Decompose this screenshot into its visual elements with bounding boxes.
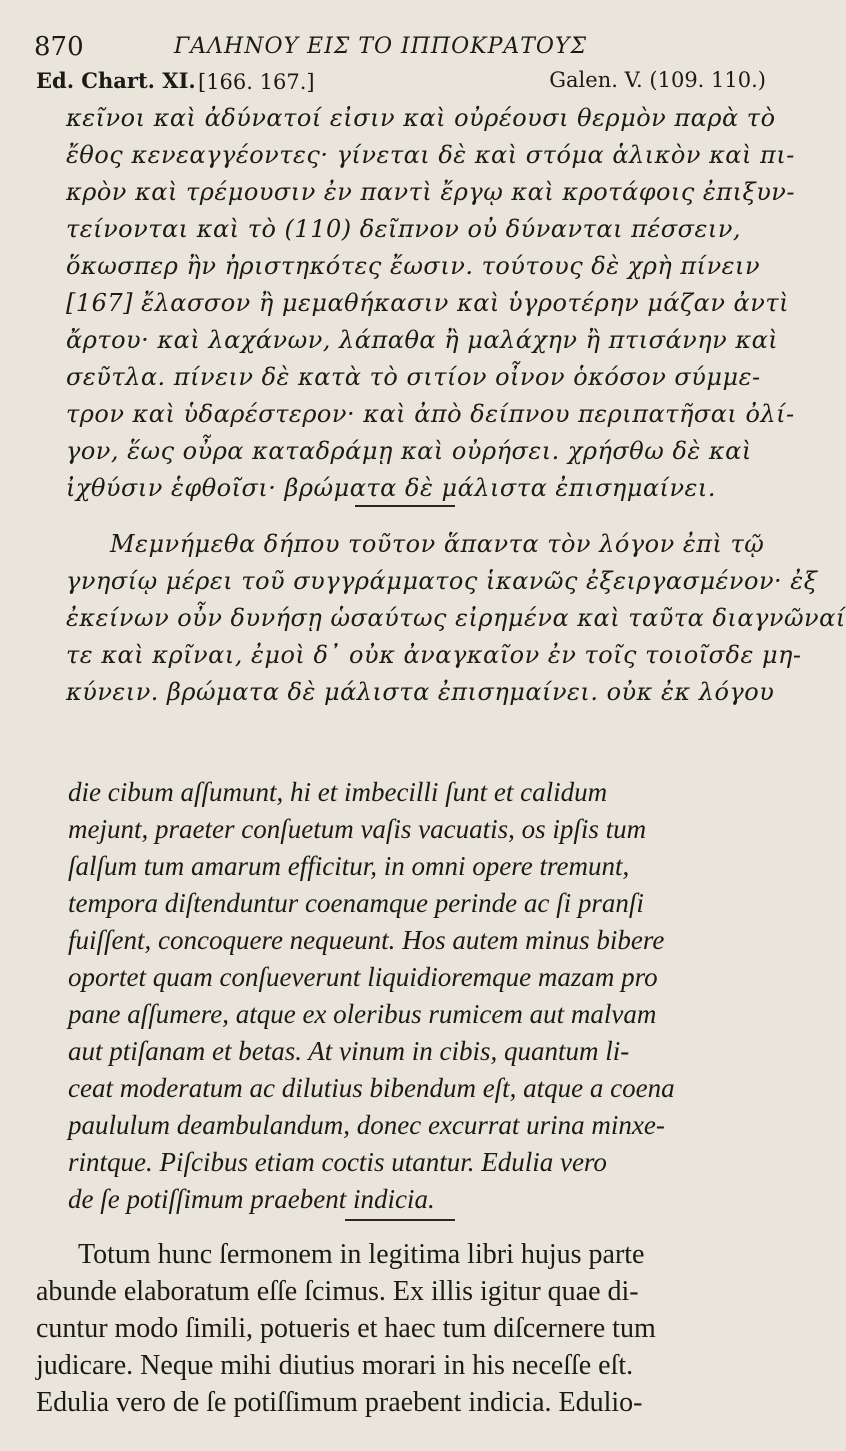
text-line: κρὸν καὶ τρέμουσιν ἐν παντὶ ἔργῳ καὶ κροτάφοις ἐπιξυν- <box>66 178 795 206</box>
text-line: abunde elaboratum eſſe ſcimus. Ex illis igitur quae di- <box>36 1276 639 1307</box>
page-number: 870 <box>34 32 84 62</box>
section-divider <box>355 505 455 507</box>
text-line: Totum hunc ſermonem in legitima libri hujus parte <box>78 1239 645 1270</box>
text-line: [167] ἔλασσον ἢ μεμαθήκασιν καὶ ὑγροτέρην μάζαν ἀντὶ <box>66 289 790 317</box>
bracket-page-reference: [166. 167.] <box>198 70 315 94</box>
text-line: τρον καὶ ὑδαρέστερον· καὶ ἀπὸ δείπνου περιπατῆσαι ὀλί- <box>66 400 795 428</box>
latin-paragraph-1 <box>68 774 766 1218</box>
text-line: pane aſſumere, atque ex oleribus rumicem aut malvam <box>68 999 657 1029</box>
greek-paragraph-1 <box>66 100 795 507</box>
edition-reference: Ed. Chart. XI. <box>36 68 196 93</box>
text-line: judicare. Neque mihi diutius morari in his neceſſe eſt. <box>36 1350 634 1381</box>
greek-paragraph-2 <box>66 526 846 711</box>
text-line: cuntur modo ſimili, potueris et haec tum diſcernere tum <box>36 1313 656 1344</box>
text-line: κεῖνοι καὶ ἀδύνατοί εἰσιν καὶ οὐρέουσι θερμὸν παρὰ τὸ <box>66 104 776 132</box>
text-line: τείνονται καὶ τὸ (110) δεῖπνον οὐ δύνανται πέσσειν, <box>66 215 742 243</box>
text-line: aut ptiſanam et betas. At vinum in cibis, quantum li- <box>68 1036 630 1066</box>
latin-paragraph-2 <box>36 1236 766 1421</box>
text-line: ἔθος κενεαγγέοντες· γίνεται δὲ καὶ στόμα ἁλικὸν καὶ πι- <box>66 141 795 169</box>
text-line: ἄρτου· καὶ λαχάνων, λάπαθα ἢ μαλάχην ἢ πτισάνην καὶ <box>66 326 779 354</box>
text-line: ἰχθύσιν ἑφθοῖσι· βρώματα δὲ μάλιστα ἐπισημαίνει. <box>66 474 716 502</box>
text-line: γνησίῳ μέρει τοῦ συγγράμματος ἱκανῶς ἐξειργασμένον· ἐξ <box>66 567 818 595</box>
text-line: ſalſum tum amarum efficitur, in omni opere tremunt, <box>68 851 630 881</box>
text-line: die cibum aſſumunt, hi et imbecilli ſunt et calidum <box>68 777 608 807</box>
text-line: tempora diſtenduntur coenamque perinde ac ſi pranſi <box>68 888 644 918</box>
text-line: σεῦτλα. πίνειν δὲ κατὰ τὸ σιτίον οἶνον ὁκόσον σύμμε- <box>66 363 761 391</box>
text-line: fuiſſent, concoquere nequeunt. Hos autem minus bibere <box>68 925 665 955</box>
text-line: ἐκείνων οὖν δυνήσῃ ὡσαύτως εἰρημένα καὶ ταῦτα διαγνῶναί <box>66 604 846 632</box>
text-line: γον, ἕως οὖρα καταδράμῃ καὶ οὐρήσει. χρήσθω δὲ καὶ <box>66 437 752 465</box>
text-line: oportet quam conſueverunt liquidioremque mazam pro <box>68 962 658 992</box>
text-line: de ſe potiſſimum praebent indicia. <box>68 1184 435 1214</box>
galen-reference: Galen. V. (109. 110.) <box>549 68 766 92</box>
text-line: κύνειν. βρώματα δὲ μάλιστα ἐπισημαίνει. οὐκ ἐκ λόγου <box>66 678 775 706</box>
text-line: Edulia vero de ſe potiſſimum praebent indicia. Edulio- <box>36 1387 643 1418</box>
text-line: ceat moderatum ac dilutius bibendum eſt, atque a coena <box>68 1073 675 1103</box>
text-line: ὅκωσπερ ἢν ἠριστηκότες ἔωσιν. τούτους δὲ χρὴ πίνειν <box>66 252 761 280</box>
text-line: mejunt, praeter conſuetum vaſis vacuatis, os ipſis tum <box>68 814 647 844</box>
text-line: Μεμνήμεθα δήπου τοῦτον ἅπαντα τὸν λόγον ἐπὶ τῷ <box>110 530 765 558</box>
section-divider <box>345 1219 455 1221</box>
text-line: τε καὶ κρῖναι, ἐμοὶ δ᾽ οὐκ ἀναγκαῖον ἐν τοῖς τοιοῖσδε μη- <box>66 641 802 669</box>
text-line: rintque. Piſcibus etiam coctis utantur. Edulia vero <box>68 1147 607 1177</box>
text-line: paululum deambulandum, donec excurrat urina minxe- <box>68 1110 665 1140</box>
running-title: ΓΑΛΗΝΟΥ ΕΙΣ ΤΟ ΙΠΠΟΚΡΑΤΟΥΣ <box>174 34 588 59</box>
page-header <box>34 30 770 66</box>
edition-reference-row <box>36 68 766 98</box>
